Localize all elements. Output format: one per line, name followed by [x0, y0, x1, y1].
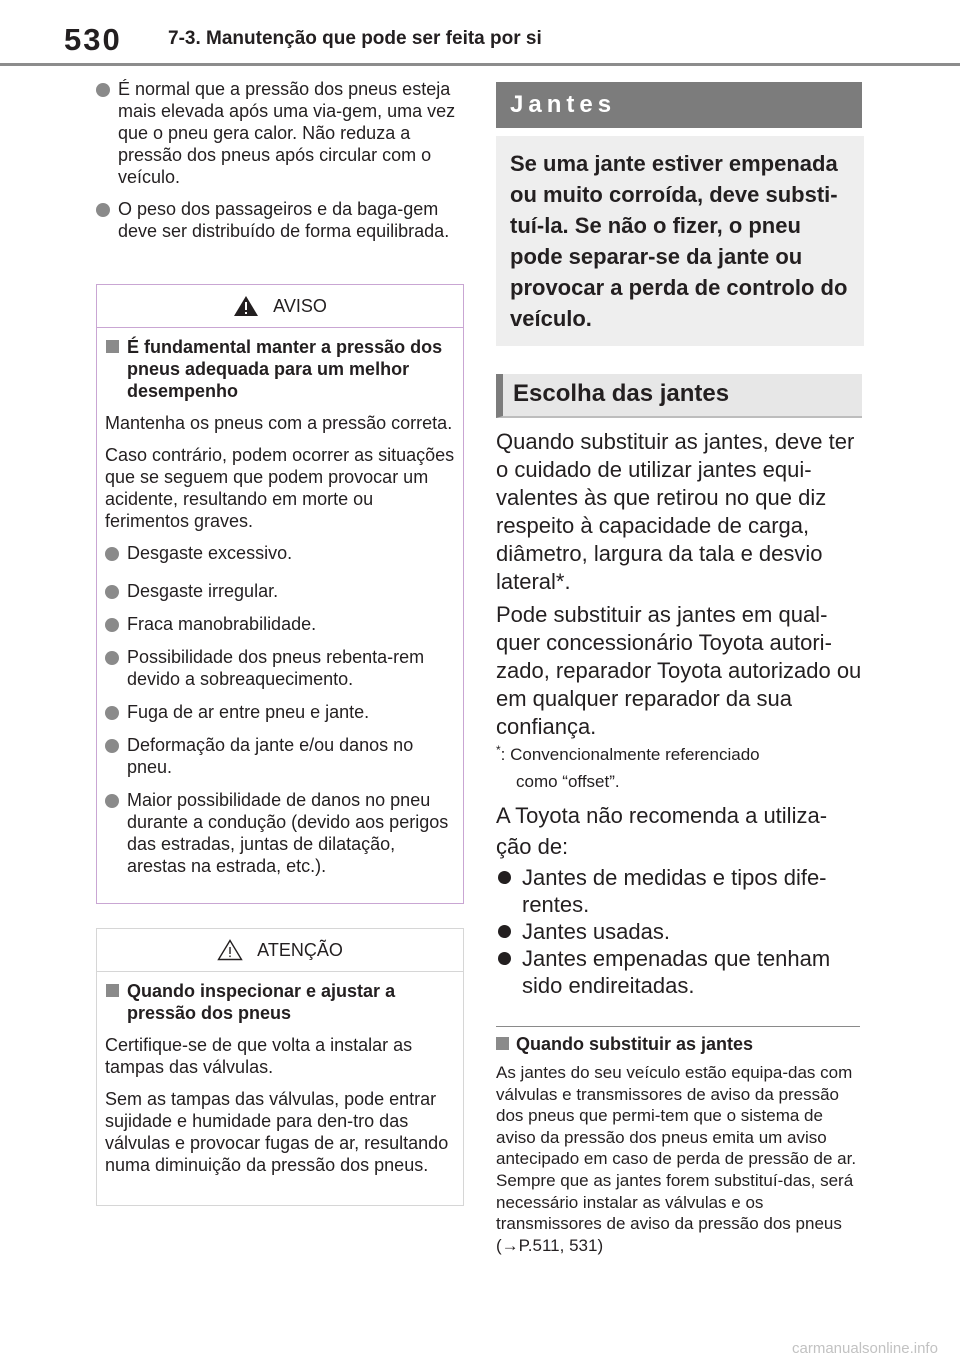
caution-triangle-icon: [217, 939, 243, 961]
replacement-heading: [496, 1034, 862, 1055]
caution-box: [96, 928, 464, 1206]
list-item: [105, 646, 455, 690]
warning-paragraph: Caso contrário, podem ocorrer as situações que se seguem que podem provocar um acidente, resultando em morte ou ferimentos graves.: [105, 445, 455, 531]
bullet-icon: [96, 83, 110, 97]
bullet-icon: [498, 871, 511, 884]
watermark: carmanualsonline.info: [792, 1340, 938, 1357]
caution-title: ATENÇÃO: [257, 939, 343, 960]
rims-summary: Se uma jante estiver empenada ou muito corroída, deve substi-tuí-la. Se não o fizer, o pneu pode separar-se da jante ou provocar a perda de controlo do veículo.: [496, 136, 864, 346]
warning-title: AVISO: [273, 295, 327, 316]
list-item: [105, 734, 455, 778]
list-item-text: Possibilidade dos pneus rebenta-rem devido a sobreaquecimento.: [127, 647, 425, 689]
caution-box-body: [97, 972, 463, 1196]
warning-list: [105, 542, 455, 877]
warning-subheading-text: É fundamental manter a pressão dos pneus adequada para um melhor desempenho: [127, 337, 443, 401]
list-item: [105, 542, 455, 564]
caution-subheading: [105, 980, 455, 1024]
warning-triangle-icon: [233, 295, 259, 317]
replacement-text: As jantes do seu veículo estão equipa-das com válvulas e transmissores de aviso da pressão dos pneus que permi-tem que o sistema de aviso da pressão dos pneus emita um aviso antecipado em caso de perda de pressão de ar. Sempre que as jantes forem substituí-das, será necessário instalar as válvulas e os transmissores de aviso da pressão dos pneus (→P.511, 531): [496, 1063, 857, 1255]
bullet-icon: [105, 794, 119, 808]
footnote-text-continued: como “offset”.: [516, 772, 620, 791]
list-item-text: Desgaste excessivo.: [127, 543, 293, 563]
rim-choice-heading: Escolha das jantes: [496, 374, 862, 418]
warning-box-header: [97, 285, 463, 328]
list-item: [96, 78, 466, 188]
list-item: [105, 701, 455, 723]
rim-choice-paragraph: Pode substituir as jantes em qual-quer concessionário Toyota autori-zado, reparador Toyota autorizado ou em qualquer reparador da sua confiança.: [496, 602, 862, 739]
replacement-heading-text: Quando substituir as jantes: [516, 1034, 754, 1054]
footnote: [496, 737, 862, 795]
list-item: [496, 918, 862, 945]
list-item-text: É normal que a pressão dos pneus esteja mais elevada após uma via-gem, uma vez que o pneu gera calor. Não reduza a pressão dos pneus após circular com o veículo.: [118, 79, 456, 187]
header-divider: [0, 63, 960, 66]
rim-choice-paragraph: A Toyota não recomenda a utiliza-ção de:: [496, 803, 828, 859]
list-item-text: Desgaste irregular.: [127, 581, 279, 601]
warning-box: [96, 284, 464, 904]
list-item-text: Jantes usadas.: [522, 919, 670, 944]
list-item: [496, 864, 862, 918]
list-item-text: Jantes empenadas que tenham sido endireitadas.: [522, 946, 831, 998]
list-item: [105, 789, 455, 877]
list-item: [96, 198, 466, 242]
bullet-icon: [105, 651, 119, 665]
footnote-text: : Convencionalmente referenciado: [500, 745, 760, 764]
caution-paragraph: Sem as tampas das válvulas, pode entrar sujidade e humidade para den-tro das válvulas e provocar fugas de ar, resultando numa diminuição da pressão dos pneus.: [105, 1089, 449, 1175]
bullet-icon: [105, 547, 119, 561]
bullet-icon: [105, 706, 119, 720]
list-item: [105, 613, 455, 635]
list-item-text: Fraca manobrabilidade.: [127, 614, 317, 634]
list-item-text: O peso dos passageiros e da baga-gem deve ser distribuído de forma equilibrada.: [118, 199, 450, 241]
list-item-text: Jantes de medidas e tipos dife-rentes.: [522, 865, 827, 917]
bullet-icon: [96, 203, 110, 217]
list-item-text: Maior possibilidade de danos no pneu durante a condução (devido aos perigos das estradas, juntas de dilatação, arestas na estrada, etc.).: [127, 790, 449, 876]
bullet-icon: [105, 739, 119, 753]
list-item: [496, 945, 862, 999]
bullet-icon: [498, 925, 511, 938]
page-header: [0, 0, 960, 66]
caution-paragraph: Certifique-se de que volta a instalar as tampas das válvulas.: [105, 1035, 413, 1077]
rims-heading: Jantes: [496, 82, 862, 128]
list-item-text: Deformação da jante e/ou danos no pneu.: [127, 735, 414, 777]
bullet-icon: [105, 585, 119, 599]
caution-subheading-text: Quando inspecionar e ajustar a pressão dos pneus: [127, 981, 396, 1023]
bullet-icon: [498, 952, 511, 965]
square-bullet-icon: [106, 340, 119, 353]
list-item-text: Fuga de ar entre pneu e jante.: [127, 702, 370, 722]
intro-list: [96, 78, 466, 252]
not-recommended-list: [496, 864, 862, 999]
square-bullet-icon: [496, 1037, 509, 1050]
warning-subheading: [105, 336, 455, 402]
footnote-mark: *: [496, 743, 501, 757]
warning-box-body: [97, 328, 463, 898]
page-number: 530: [64, 22, 122, 57]
caution-box-header: [97, 929, 463, 972]
section-divider: [496, 1026, 860, 1027]
square-bullet-icon: [106, 984, 119, 997]
list-item: [105, 580, 455, 602]
bullet-icon: [105, 618, 119, 632]
warning-paragraph: Mantenha os pneus com a pressão correta.: [105, 413, 453, 433]
section-title: 7-3. Manutenção que pode ser feita por si: [168, 28, 542, 49]
rim-choice-paragraph: Quando substituir as jantes, deve ter o cuidado de utilizar jantes equi-valentes às que retirou no que diz respeito à capacidade de carga, diâmetro, largura da tala e desvio lateral*.: [496, 429, 855, 594]
